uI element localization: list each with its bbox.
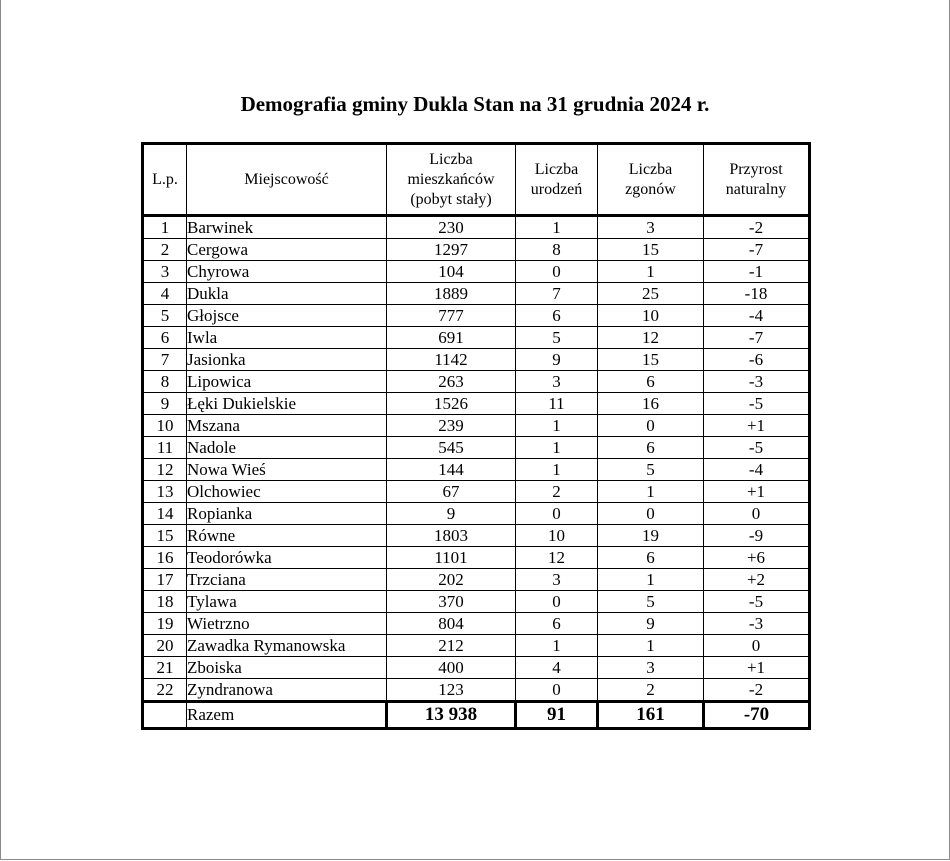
row-lp-cell: 5 — [143, 305, 187, 327]
table-row — [143, 591, 810, 613]
row-growth-cell: 0 — [704, 635, 810, 657]
row-place-cell: Teodorówka — [187, 547, 387, 569]
row-lp-cell: 6 — [143, 327, 187, 349]
row-deaths-cell: 10 — [598, 305, 704, 327]
row-residents-cell: 1101 — [387, 547, 516, 569]
row-place-cell: Nadole — [187, 437, 387, 459]
row-births-cell: 0 — [516, 261, 598, 283]
row-place-cell: Iwla — [187, 327, 387, 349]
row-deaths-cell: 1 — [598, 635, 704, 657]
row-residents-cell: 1889 — [387, 283, 516, 305]
row-births-cell: 10 — [516, 525, 598, 547]
row-growth-cell: -2 — [704, 679, 810, 702]
header-growth: Przyrost naturalny — [704, 144, 810, 216]
row-growth-cell: -1 — [704, 261, 810, 283]
row-growth-cell: +1 — [704, 415, 810, 437]
header-place: Miejscowość — [187, 144, 387, 216]
header-row — [143, 144, 810, 216]
row-residents-cell: 144 — [387, 459, 516, 481]
row-lp-cell: 11 — [143, 437, 187, 459]
total-births-cell: 91 — [516, 702, 598, 729]
row-place-cell: Dukla — [187, 283, 387, 305]
row-deaths-cell: 1 — [598, 261, 704, 283]
row-lp-cell: 20 — [143, 635, 187, 657]
row-residents-cell: 104 — [387, 261, 516, 283]
document-title: Demografia gminy Dukla Stan na 31 grudnia 2024 r. — [240, 92, 710, 116]
row-growth-cell: -6 — [704, 349, 810, 371]
table-row — [143, 327, 810, 349]
row-births-cell: 6 — [516, 305, 598, 327]
row-births-cell: 8 — [516, 239, 598, 261]
row-deaths-cell: 9 — [598, 613, 704, 635]
row-residents-cell: 1803 — [387, 525, 516, 547]
row-births-cell: 7 — [516, 283, 598, 305]
row-births-cell: 5 — [516, 327, 598, 349]
row-growth-cell: +6 — [704, 547, 810, 569]
row-growth-cell: -2 — [704, 216, 810, 239]
row-lp-cell: 13 — [143, 481, 187, 503]
total-residents-cell: 13 938 — [387, 702, 516, 729]
row-lp-cell: 3 — [143, 261, 187, 283]
row-place-cell: Mszana — [187, 415, 387, 437]
row-growth-cell: 0 — [704, 503, 810, 525]
row-deaths-cell: 3 — [598, 657, 704, 679]
total-growth-cell: -70 — [704, 702, 810, 729]
table-row — [143, 569, 810, 591]
row-lp-cell: 19 — [143, 613, 187, 635]
row-residents-cell: 400 — [387, 657, 516, 679]
row-births-cell: 1 — [516, 216, 598, 239]
row-place-cell: Wietrzno — [187, 613, 387, 635]
table-body — [143, 216, 810, 702]
row-births-cell: 2 — [516, 481, 598, 503]
row-lp-cell: 15 — [143, 525, 187, 547]
row-births-cell: 1 — [516, 635, 598, 657]
row-residents-cell: 9 — [387, 503, 516, 525]
row-place-cell: Równe — [187, 525, 387, 547]
table-row — [143, 547, 810, 569]
row-residents-cell: 691 — [387, 327, 516, 349]
row-residents-cell: 1297 — [387, 239, 516, 261]
row-lp-cell: 18 — [143, 591, 187, 613]
row-growth-cell: -7 — [704, 239, 810, 261]
row-place-cell: Chyrowa — [187, 261, 387, 283]
row-residents-cell: 212 — [387, 635, 516, 657]
row-deaths-cell: 15 — [598, 349, 704, 371]
row-residents-cell: 804 — [387, 613, 516, 635]
table-row — [143, 305, 810, 327]
header-residents: Liczba mieszkańców (pobyt stały) — [387, 144, 516, 216]
row-growth-cell: +2 — [704, 569, 810, 591]
row-place-cell: Lipowica — [187, 371, 387, 393]
row-births-cell: 3 — [516, 371, 598, 393]
row-place-cell: Zawadka Rymanowska — [187, 635, 387, 657]
row-births-cell: 0 — [516, 503, 598, 525]
row-residents-cell: 1526 — [387, 393, 516, 415]
demography-table — [141, 142, 811, 730]
header-deaths: Liczba zgonów — [598, 144, 704, 216]
row-lp-cell: 16 — [143, 547, 187, 569]
row-births-cell: 4 — [516, 657, 598, 679]
row-residents-cell: 239 — [387, 415, 516, 437]
row-deaths-cell: 2 — [598, 679, 704, 702]
table-row — [143, 459, 810, 481]
row-births-cell: 12 — [516, 547, 598, 569]
table-row — [143, 679, 810, 702]
row-growth-cell: -5 — [704, 437, 810, 459]
row-births-cell: 0 — [516, 679, 598, 702]
row-deaths-cell: 12 — [598, 327, 704, 349]
row-place-cell: Głojsce — [187, 305, 387, 327]
table-row — [143, 657, 810, 679]
row-residents-cell: 263 — [387, 371, 516, 393]
row-lp-cell: 22 — [143, 679, 187, 702]
total-deaths-cell: 161 — [598, 702, 704, 729]
row-deaths-cell: 6 — [598, 547, 704, 569]
row-lp-cell: 2 — [143, 239, 187, 261]
row-deaths-cell: 15 — [598, 239, 704, 261]
row-residents-cell: 123 — [387, 679, 516, 702]
row-growth-cell: -9 — [704, 525, 810, 547]
row-births-cell: 1 — [516, 437, 598, 459]
row-place-cell: Zyndranowa — [187, 679, 387, 702]
row-deaths-cell: 5 — [598, 459, 704, 481]
row-deaths-cell: 6 — [598, 437, 704, 459]
header-births: Liczba urodzeń — [516, 144, 598, 216]
row-growth-cell: +1 — [704, 481, 810, 503]
row-residents-cell: 67 — [387, 481, 516, 503]
row-births-cell: 6 — [516, 613, 598, 635]
row-growth-cell: -5 — [704, 393, 810, 415]
row-deaths-cell: 19 — [598, 525, 704, 547]
table-row — [143, 393, 810, 415]
row-place-cell: Zboiska — [187, 657, 387, 679]
row-residents-cell: 370 — [387, 591, 516, 613]
row-lp-cell: 8 — [143, 371, 187, 393]
header-lp: L.p. — [143, 144, 187, 216]
row-growth-cell: -4 — [704, 305, 810, 327]
row-place-cell: Olchowiec — [187, 481, 387, 503]
row-lp-cell: 17 — [143, 569, 187, 591]
table-row — [143, 613, 810, 635]
row-deaths-cell: 16 — [598, 393, 704, 415]
row-lp-cell: 10 — [143, 415, 187, 437]
row-place-cell: Cergowa — [187, 239, 387, 261]
total-row — [143, 702, 810, 729]
row-lp-cell: 7 — [143, 349, 187, 371]
row-residents-cell: 545 — [387, 437, 516, 459]
table-row — [143, 525, 810, 547]
row-deaths-cell: 0 — [598, 415, 704, 437]
row-lp-cell: 4 — [143, 283, 187, 305]
row-deaths-cell: 1 — [598, 481, 704, 503]
total-lp-cell — [143, 702, 187, 729]
row-place-cell: Barwinek — [187, 216, 387, 239]
row-lp-cell: 14 — [143, 503, 187, 525]
table-row — [143, 239, 810, 261]
table-row — [143, 437, 810, 459]
row-deaths-cell: 0 — [598, 503, 704, 525]
table-row — [143, 371, 810, 393]
row-growth-cell: -5 — [704, 591, 810, 613]
row-births-cell: 1 — [516, 459, 598, 481]
row-place-cell: Ropianka — [187, 503, 387, 525]
row-deaths-cell: 25 — [598, 283, 704, 305]
row-deaths-cell: 3 — [598, 216, 704, 239]
table-row — [143, 283, 810, 305]
row-births-cell: 1 — [516, 415, 598, 437]
row-growth-cell: +1 — [704, 657, 810, 679]
row-place-cell: Trzciana — [187, 569, 387, 591]
row-growth-cell: -3 — [704, 613, 810, 635]
row-births-cell: 9 — [516, 349, 598, 371]
row-place-cell: Jasionka — [187, 349, 387, 371]
row-deaths-cell: 1 — [598, 569, 704, 591]
row-residents-cell: 230 — [387, 216, 516, 239]
row-lp-cell: 21 — [143, 657, 187, 679]
row-place-cell: Nowa Wieś — [187, 459, 387, 481]
total-label-cell: Razem — [187, 702, 387, 729]
row-place-cell: Tylawa — [187, 591, 387, 613]
row-lp-cell: 1 — [143, 216, 187, 239]
row-lp-cell: 9 — [143, 393, 187, 415]
table-row — [143, 261, 810, 283]
row-births-cell: 3 — [516, 569, 598, 591]
row-growth-cell: -3 — [704, 371, 810, 393]
table-row — [143, 216, 810, 239]
table-row — [143, 503, 810, 525]
row-growth-cell: -4 — [704, 459, 810, 481]
row-residents-cell: 1142 — [387, 349, 516, 371]
row-growth-cell: -18 — [704, 283, 810, 305]
row-growth-cell: -7 — [704, 327, 810, 349]
row-births-cell: 0 — [516, 591, 598, 613]
row-deaths-cell: 5 — [598, 591, 704, 613]
row-residents-cell: 777 — [387, 305, 516, 327]
row-lp-cell: 12 — [143, 459, 187, 481]
row-births-cell: 11 — [516, 393, 598, 415]
row-place-cell: Łęki Dukielskie — [187, 393, 387, 415]
row-deaths-cell: 6 — [598, 371, 704, 393]
table-row — [143, 481, 810, 503]
table-row — [143, 349, 810, 371]
table-row — [143, 635, 810, 657]
table-row — [143, 415, 810, 437]
row-residents-cell: 202 — [387, 569, 516, 591]
